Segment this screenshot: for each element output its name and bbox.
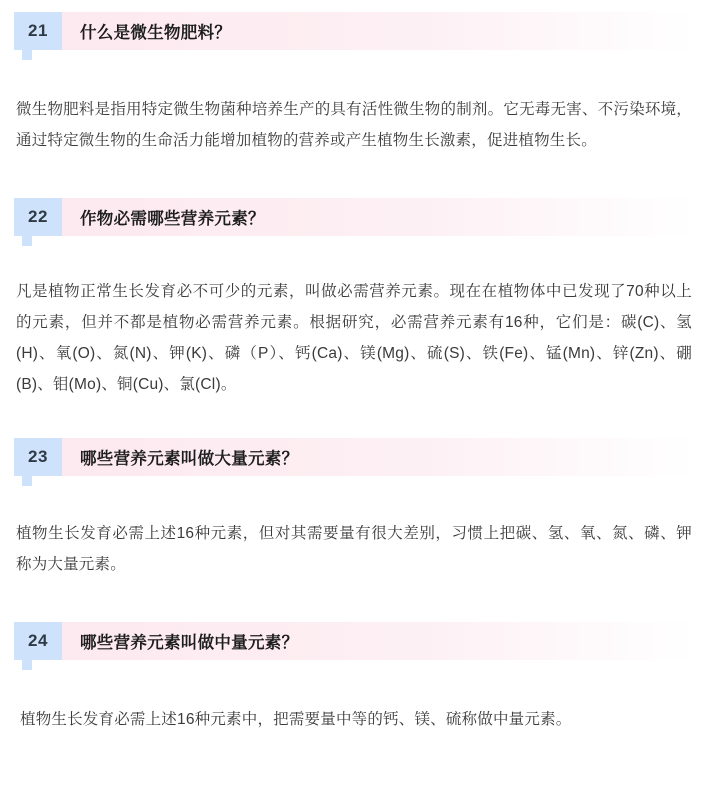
question-number-badge: 24: [14, 622, 62, 660]
answer-text: 植物生长发育必需上述16种元素，但对其需要量有很大差别，习惯上把碳、氢、氧、氮、磷、钾称为大量元素。: [16, 525, 692, 573]
answer-text: 微生物肥料是指用特定微生物菌种培养生产的具有活性微生物的制剂。它无毒无害、不污染环境，通过特定微生物的生命活力能增加植物的营养或产生植物生长激素，促进植物生长。: [16, 101, 692, 149]
question-title: 哪些营养元素叫做中量元素？: [80, 634, 299, 652]
question-title: 什么是微生物肥料？: [80, 24, 232, 42]
document-page: [0, 12, 708, 787]
qa-block: [14, 622, 694, 735]
question-number-badge: 21: [14, 12, 62, 50]
qa-block: [14, 198, 694, 400]
badge-tail: [22, 476, 32, 486]
question-title: 作物必需哪些营养元素？: [80, 210, 265, 228]
badge-tail: [22, 236, 32, 246]
answer-text: 凡是植物正常生长发育必不可少的元素，叫做必需营养元素。现在在植物体中已发现了70种以上的元素，但并不都是植物必需营养元素。根据研究，必需营养元素有16种，它们是：碳(C)、氢(H)、氧(O)、氮(N)、钾(K)、磷（P）、钙(Ca)、镁(Mg)、硫(S)、铁(Fe)、锰(Mn)、锌(Zn)、硼(B)、钼(Mo)、铜(Cu)、氯(Cl)。: [16, 283, 692, 393]
qa-block: [14, 438, 694, 580]
question-heading: [14, 198, 694, 236]
question-title: 哪些营养元素叫做大量元素？: [80, 450, 299, 468]
badge-tail: [22, 660, 32, 670]
question-number-badge: 22: [14, 198, 62, 236]
qa-block: [14, 12, 694, 156]
question-heading: [14, 12, 694, 50]
answer-text: 植物生长发育必需上述16种元素中，把需要量中等的钙、镁、硫称做中量元素。: [20, 711, 572, 728]
badge-tail: [22, 50, 32, 60]
question-number-badge: 23: [14, 438, 62, 476]
question-heading: [14, 438, 694, 476]
question-heading: [14, 622, 694, 660]
